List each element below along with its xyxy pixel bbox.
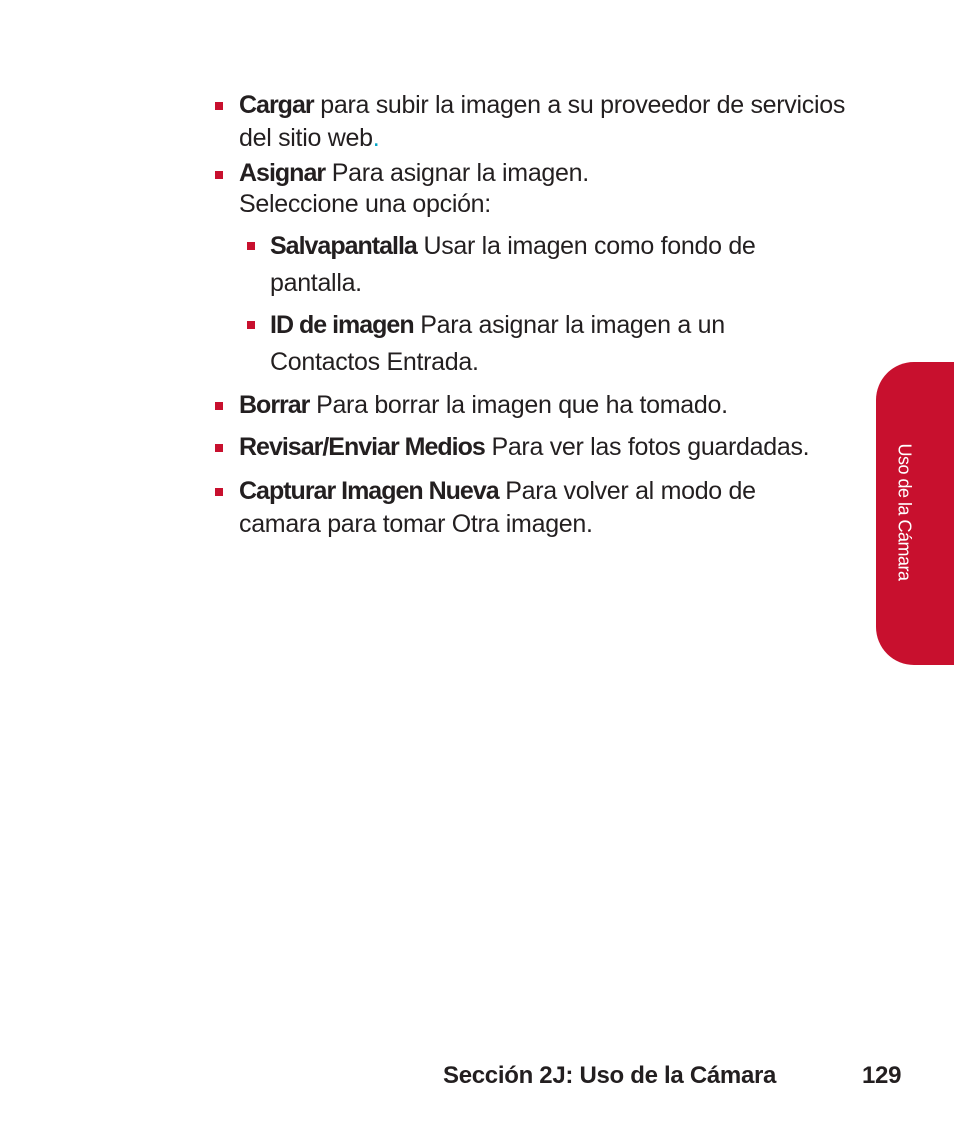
page-number: 129 [862,1062,902,1089]
sub-list-item-salvapantalla [270,228,840,302]
option-description: Para volver al modo de camara para tomar Otra imagen. [239,477,756,538]
list-item-borrar [239,389,859,422]
bullet-square-icon [247,242,255,250]
option-keyword: Capturar Imagen Nueva [239,477,499,505]
option-keyword: Revisar/Enviar Medios [239,433,485,461]
section-side-tab [876,362,954,665]
option-keyword: Asignar [239,159,326,187]
option-keyword: Salvapantalla [270,232,417,260]
bullet-square-icon [215,102,223,110]
bullet-square-icon [247,321,255,329]
footer-section-title: Sección 2J: Uso de la Cámara [443,1062,777,1089]
list-item-revisar-enviar-medios [239,431,859,464]
option-description: Para asignar la imagen. [325,159,589,187]
list-item-asignar [239,158,859,220]
list-item-capturar-imagen-nueva [239,475,839,541]
bullet-square-icon [215,444,223,452]
link-dot: . [372,124,380,152]
option-description: Usar la imagen como fondo de pantalla. [270,232,756,297]
option-description: Para asignar la imagen a un Contactos Entrada. [270,311,725,376]
option-description: Para ver las fotos guardadas. [484,433,810,461]
option-keyword: Cargar [239,91,314,119]
option-keyword: Borrar [239,391,310,419]
side-tab-label: Uso de la Cámara [894,443,915,581]
sub-list-item-id-de-imagen [270,307,840,381]
option-keyword: ID de imagen [270,311,414,339]
option-description: Para borrar la imagen que ha tomado. [309,391,728,419]
bullet-square-icon [215,402,223,410]
option-description: para subir la imagen a su proveedor de servicios del sitio web [239,91,846,152]
bullet-square-icon [215,171,223,179]
bullet-square-icon [215,488,223,496]
option-instruction: Seleccione una opción: [239,190,491,218]
list-item-cargar [239,89,859,155]
